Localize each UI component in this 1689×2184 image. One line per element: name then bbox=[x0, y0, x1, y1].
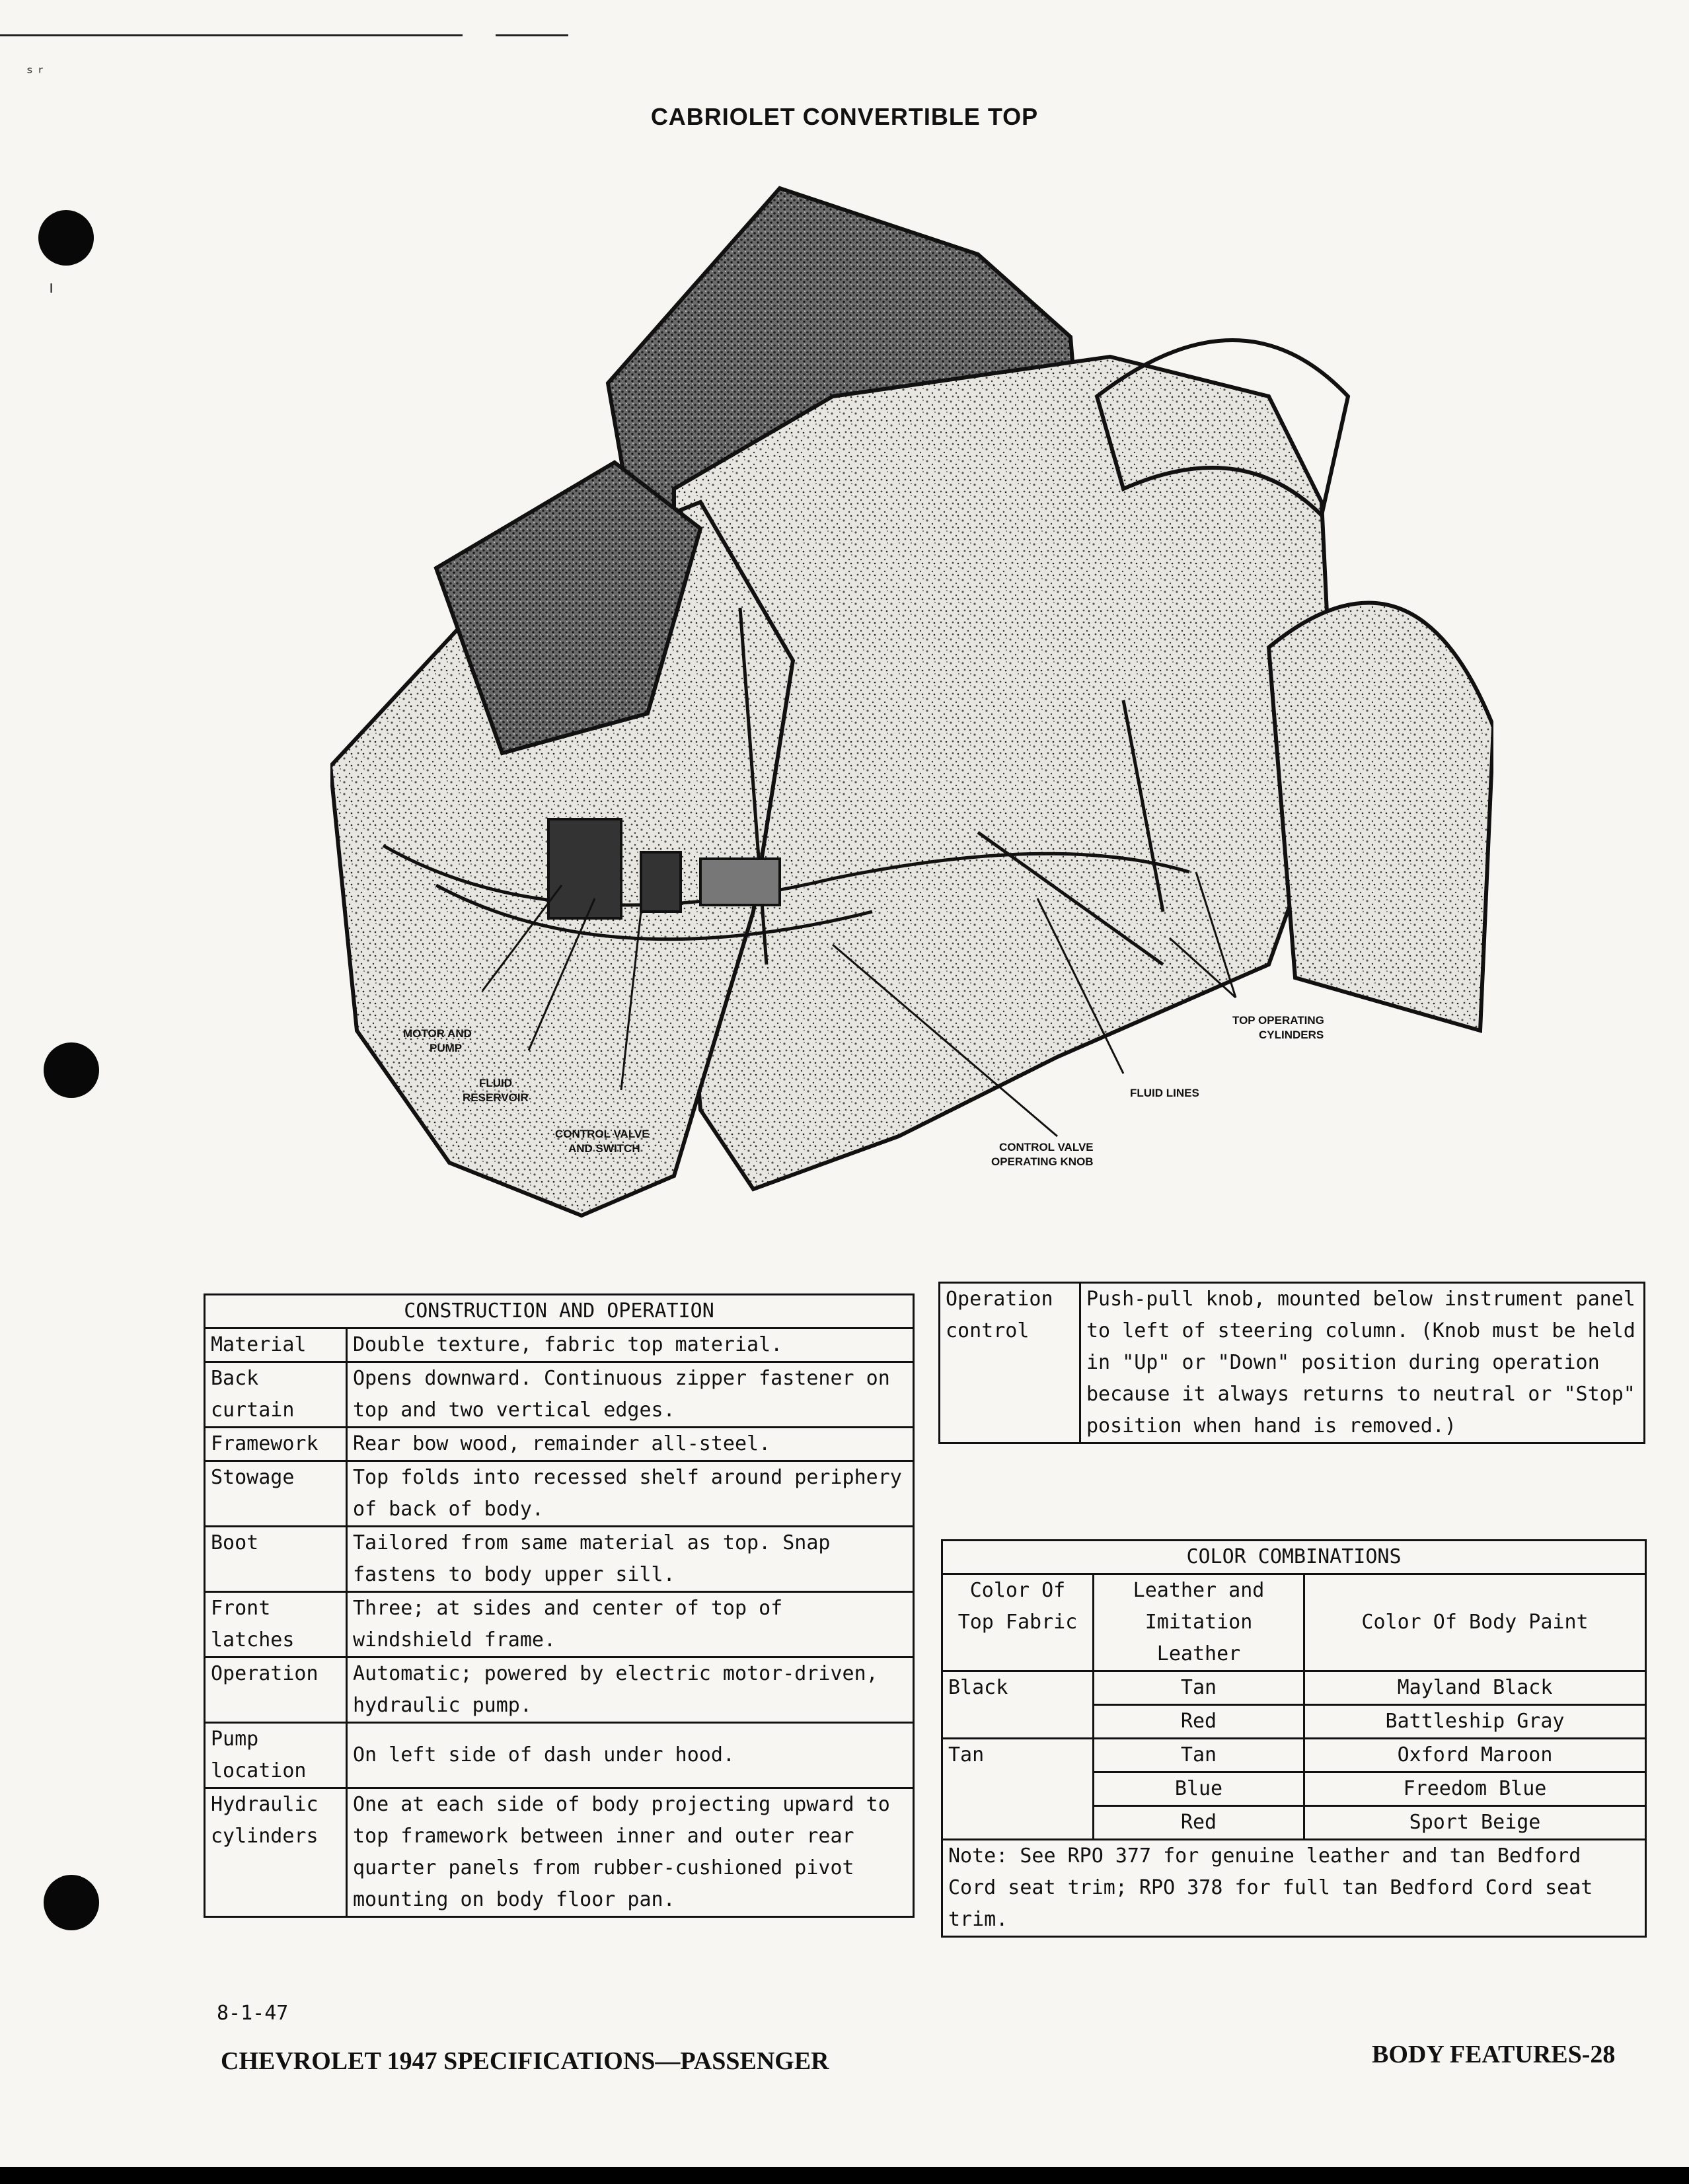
paint-color: Oxford Maroon bbox=[1304, 1739, 1646, 1772]
table-row bbox=[205, 1592, 914, 1657]
label-control-valve-operating-knob: CONTROL VALVE bbox=[999, 1141, 1094, 1153]
table-row bbox=[205, 1657, 914, 1723]
punch-hole-middle bbox=[44, 1042, 99, 1098]
label-top-operating-cylinders-line2: CYLINDERS bbox=[1259, 1029, 1324, 1041]
row-value: Top folds into recessed shelf around periphery of back of body. bbox=[347, 1461, 914, 1527]
table-row bbox=[205, 1788, 914, 1917]
row-value: Double texture, fabric top material. bbox=[347, 1329, 914, 1362]
fabric-color: Tan bbox=[942, 1739, 1094, 1840]
table-row bbox=[942, 1739, 1646, 1772]
table-row bbox=[205, 1329, 914, 1362]
leather-color: Blue bbox=[1094, 1772, 1304, 1806]
row-value: Rear bow wood, remainder all-steel. bbox=[347, 1428, 914, 1461]
table-row bbox=[205, 1723, 914, 1788]
column-header-leather: Leather and Imitation Leather bbox=[1094, 1574, 1304, 1671]
color-table-note: Note: See RPO 377 for genuine leather and tan Bedford Cord seat trim; RPO 378 for full tan Bedford Cord seat trim. bbox=[942, 1840, 1646, 1937]
construction-table-header: CONSTRUCTION AND OPERATION bbox=[205, 1295, 914, 1329]
row-label: Operation bbox=[205, 1657, 347, 1723]
label-fluid-reservoir: FLUID bbox=[479, 1077, 513, 1089]
row-value: Tailored from same material as top. Snap fastens to body upper sill. bbox=[347, 1527, 914, 1592]
label-control-valve-and-switch: CONTROL VALVE bbox=[555, 1128, 650, 1140]
label-motor-and-pump-line2: PUMP bbox=[430, 1042, 463, 1054]
paint-color: Battleship Gray bbox=[1304, 1705, 1646, 1739]
row-label: Pump location bbox=[205, 1723, 347, 1788]
row-label: Hydraulic cylinders bbox=[205, 1788, 347, 1917]
label-fluid-reservoir-line2: RESERVOIR bbox=[463, 1091, 529, 1104]
row-label: Back curtain bbox=[205, 1362, 347, 1428]
top-rule-line-short bbox=[496, 34, 568, 36]
punch-hole-top bbox=[38, 210, 94, 266]
table-row bbox=[942, 1671, 1646, 1705]
label-control-valve-and-switch-line2: AND SWITCH bbox=[568, 1142, 640, 1155]
revision-date: 8-1-47 bbox=[217, 2002, 289, 2025]
label-control-valve-operating-knob-line2: OPERATING KNOB bbox=[991, 1155, 1094, 1168]
row-label: Framework bbox=[205, 1428, 347, 1461]
fabric-color: Black bbox=[942, 1671, 1094, 1739]
paint-color: Sport Beige bbox=[1304, 1806, 1646, 1840]
color-table-header: COLOR COMBINATIONS bbox=[942, 1541, 1646, 1574]
row-label: Material bbox=[205, 1329, 347, 1362]
column-header-body-paint: Color Of Body Paint bbox=[1304, 1574, 1646, 1671]
car-body-outline bbox=[330, 188, 1493, 1216]
top-rule-line bbox=[0, 34, 463, 36]
table-row bbox=[205, 1428, 914, 1461]
leather-color: Tan bbox=[1094, 1671, 1304, 1705]
label-top-operating-cylinders: TOP OPERATING bbox=[1232, 1014, 1324, 1027]
row-value: One at each side of body projecting upward to top framework between inner and outer rear quarter panels from rubber-cushioned pivot mounting on body floor pan. bbox=[347, 1788, 914, 1917]
table-row bbox=[205, 1461, 914, 1527]
corner-mark: ˢ ʳ bbox=[26, 63, 43, 83]
label-fluid-lines: FLUID LINES bbox=[1130, 1087, 1199, 1099]
row-label: Front latches bbox=[205, 1592, 347, 1657]
table-row bbox=[205, 1527, 914, 1592]
paint-color: Mayland Black bbox=[1304, 1671, 1646, 1705]
row-value: Three; at sides and center of top of windshield frame. bbox=[347, 1592, 914, 1657]
punch-hole-bottom bbox=[44, 1875, 99, 1930]
row-value: Opens downward. Continuous zipper fastener on top and two vertical edges. bbox=[347, 1362, 914, 1428]
leather-color: Red bbox=[1094, 1705, 1304, 1739]
footer-page-number: BODY FEATURES-28 bbox=[1372, 2041, 1616, 2068]
footer-publication-title: CHEVROLET 1947 SPECIFICATIONS—PASSENGER bbox=[221, 2047, 829, 2075]
margin-mark: ı bbox=[49, 277, 54, 297]
leather-color: Red bbox=[1094, 1806, 1304, 1840]
convertible-top-illustration bbox=[330, 185, 1493, 1242]
table-row bbox=[205, 1362, 914, 1428]
label-motor-and-pump: MOTOR AND bbox=[403, 1027, 472, 1040]
row-label: Stowage bbox=[205, 1461, 347, 1527]
leather-color: Tan bbox=[1094, 1739, 1304, 1772]
paint-color: Freedom Blue bbox=[1304, 1772, 1646, 1806]
construction-operation-table bbox=[204, 1293, 915, 1918]
row-value: On left side of dash under hood. bbox=[347, 1723, 914, 1788]
row-value: Automatic; powered by electric motor-driven, hydraulic pump. bbox=[347, 1657, 914, 1723]
column-header-top-fabric: Color Of Top Fabric bbox=[942, 1574, 1094, 1671]
table-row bbox=[940, 1283, 1645, 1443]
page-title: CABRIOLET CONVERTIBLE TOP bbox=[650, 103, 1039, 130]
row-value: Push-pull knob, mounted below instrument panel to left of steering column. (Knob must be held in "Up" or "Down" position during operation because it always returns to neutral or "Stop" position when hand is removed.) bbox=[1080, 1283, 1645, 1443]
row-label: Operation control bbox=[940, 1283, 1080, 1443]
operation-control-table bbox=[938, 1282, 1645, 1444]
color-combinations-table bbox=[941, 1539, 1647, 1938]
row-label: Boot bbox=[205, 1527, 347, 1592]
